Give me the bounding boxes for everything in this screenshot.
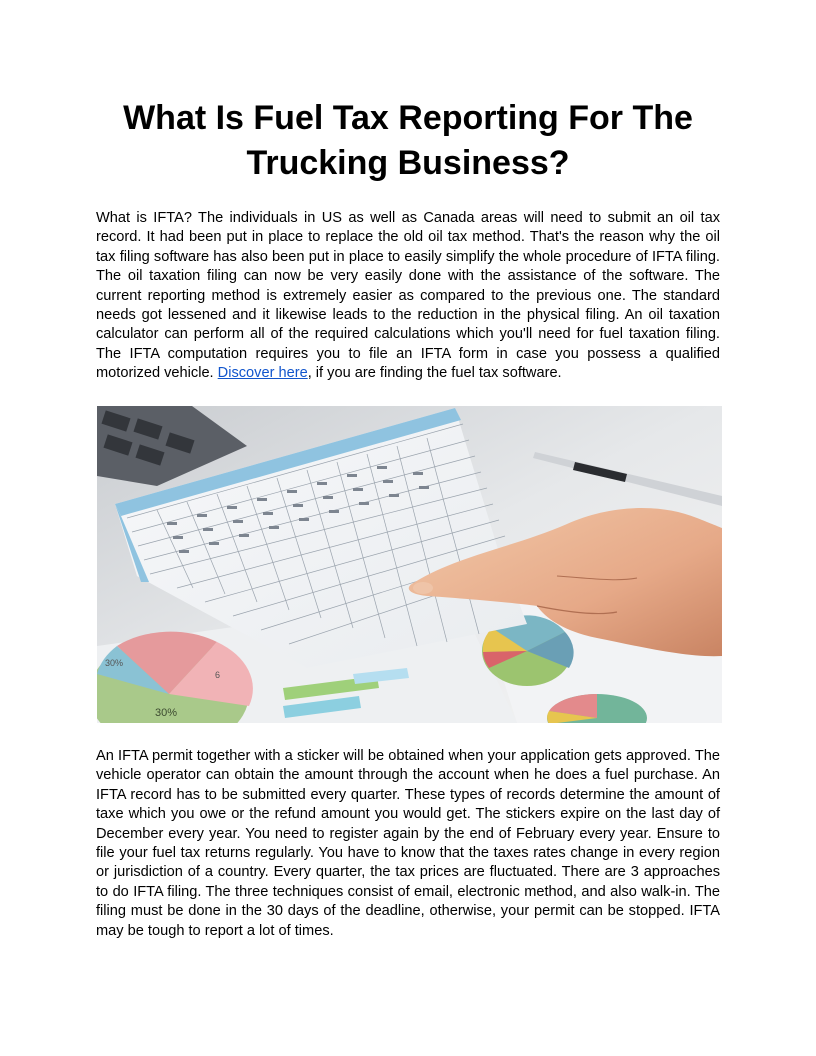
intro-text: What is IFTA? The individuals in US as well as Canada areas will need to submit an oil tax record. It had been put in place to replace the old oil tax method. That's the reason why the oil tax filing software has also been put in place to easily simplify the whole procedure of IFTA filing. The oil taxation filing can now be very easily done with the assistance of the software. The current reporting method is extremely easier as compared to the previous one. The standard needs got lessened and it likewise leads to the reduction in the physical filing. An oil taxation calculator can perform all of the required calculations which you'll need for fuel taxation filing. The IFTA computation requires you to file an IFTA form in case you possess a qualified motorized vehicle. xyxy=(96,210,720,382)
body-paragraph: An IFTA permit together with a sticker will be obtained when your application gets approved. The vehicle operator can obtain the amount through the account when he does a fuel purchase. An IFTA record has to be submitted every quarter. These types of records determine the amount of taxe which you owe or the refund amount you would get. The stickers expire on the last day of December every year. You need to register again by the end of February every year. Ensure to file your fuel tax returns regularly. You have to know that the taxes rates change in every region or jurisdiction of a country. Every quarter, the tax prices are fluctuated. There are 3 approaches to do IFTA filing. The three techniques consist of email, electronic method, and also walk-in. The filing must be done in the 30 days of the deadline, otherwise, your permit can be stopped. IFTA may be tough to report a lot of times. xyxy=(96,748,720,939)
intro-paragraph xyxy=(96,209,720,384)
discover-here-link[interactable]: Discover here xyxy=(217,365,308,382)
intro-text-end: , if you are finding the fuel tax software. xyxy=(307,365,562,382)
page-title: What Is Fuel Tax Reporting For The Trucking Business? xyxy=(123,99,693,182)
pie-label: 30% xyxy=(155,707,178,719)
spreadsheet-photo xyxy=(97,406,722,723)
pie-label: 30% xyxy=(105,658,124,668)
pie-label: 6 xyxy=(215,670,221,680)
